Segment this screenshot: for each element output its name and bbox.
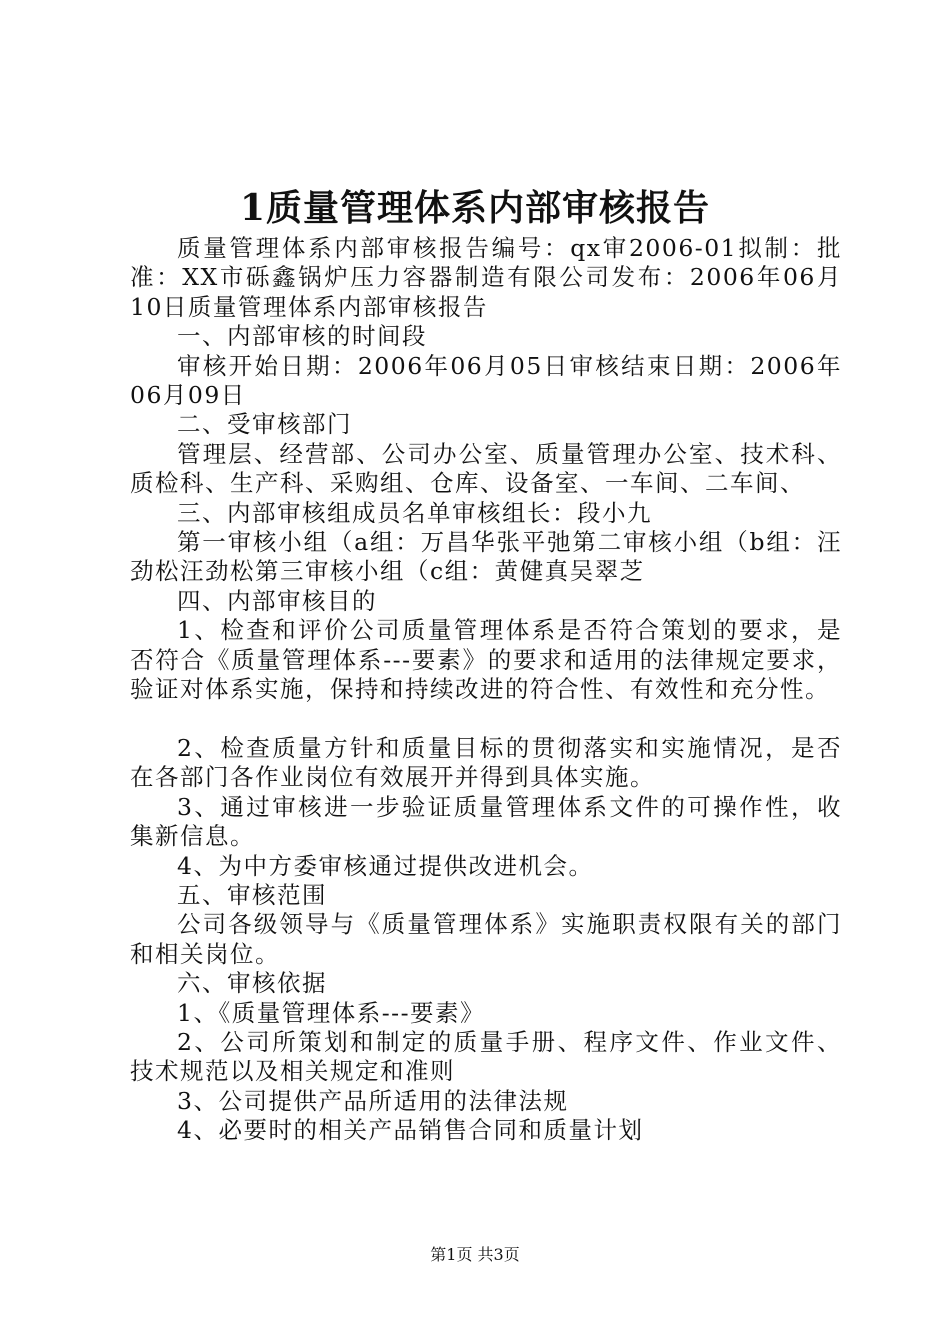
paragraph-purpose-3: 3、通过审核进一步验证质量管理体系文件的可操作性，收集新信息。 — [130, 792, 842, 851]
paragraph-purpose-2: 2、检查质量方针和质量目标的贯彻落实和实施情况，是否在各部门各作业岗位有效展开并得到具体实施。 — [130, 733, 842, 792]
paragraph-scope: 公司各级领导与《质量管理体系》实施职责权限有关的部门和相关岗位。 — [130, 910, 842, 968]
section-heading-time: 一、内部审核的时间段 — [177, 322, 427, 351]
section-heading-departments: 二、受审核部门 — [177, 410, 352, 439]
document-body — [130, 234, 842, 1146]
paragraph-basis-1: 1、《质量管理体系---要素》 — [177, 998, 486, 1027]
section-heading-basis: 六、审核依据 — [177, 969, 327, 998]
paragraph-members: 第一审核小组（a组：万昌华张平弛第二审核小组（b组：汪劲松汪劲松第三审核小组（c组：黄健真吴翠芝 — [130, 528, 842, 586]
paragraph-departments: 管理层、经营部、公司办公室、质量管理办公室、技术科、质检科、生产科、采购组、仓库、设备室、一车间、二车间、 — [130, 439, 842, 498]
page-number-footer: 第1页 共3页 — [430, 1245, 520, 1264]
section-heading-members: 三、内部审核组成员名单审核组长：段小九 — [177, 498, 652, 527]
paragraph-audit-dates: 审核开始日期：2006年06月05日审核结束日期：2006年06月09日 — [130, 351, 842, 410]
paragraph-basis-2: 2、公司所策划和制定的质量手册、程序文件、作业文件、技术规范以及相关规定和准则 — [130, 1027, 842, 1086]
section-heading-scope: 五、审核范围 — [177, 880, 327, 909]
section-heading-purpose: 四、内部审核目的 — [177, 586, 377, 615]
paragraph-basis-4: 4、必要时的相关产品销售合同和质量计划 — [177, 1116, 644, 1145]
document-title: 1质量管理体系内部审核报告 — [239, 187, 711, 229]
paragraph-basis-3: 3、公司提供产品所适用的法律法规 — [177, 1086, 569, 1115]
paragraph-header-info: 质量管理体系内部审核报告编号：qx审2006-01拟制：批准：XX市砾鑫锅炉压力容器制造有限公司发布：2006年06月10日质量管理体系内部审核报告 — [130, 234, 842, 321]
paragraph-purpose-1: 1、检查和评价公司质量管理体系是否符合策划的要求，是否符合《质量管理体系---要素》的要求和适用的法律规定要求，验证对体系实施，保持和持续改进的符合性、有效性和充分性。 — [130, 616, 842, 704]
paragraph-purpose-4: 4、为中方委审核通过提供改进机会。 — [177, 851, 594, 880]
